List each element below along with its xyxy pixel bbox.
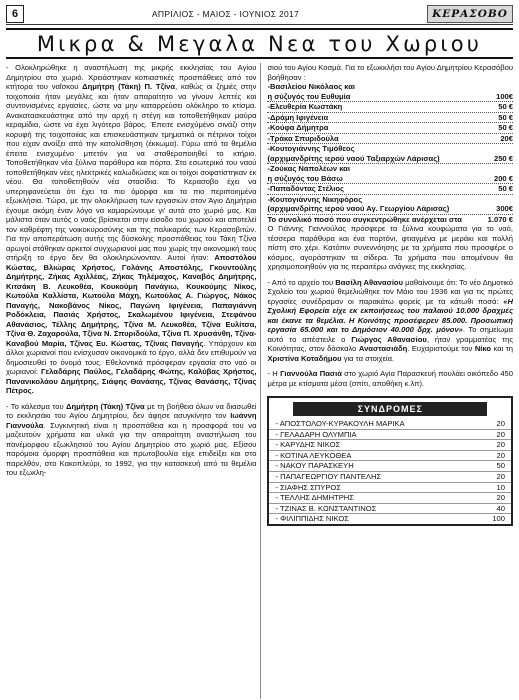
- subscriber-name: - ΑΠΟΣΤΟΛΟΥ-ΚΥΡΑΚΟΥΛΗ ΜΑΡΙΚΑ: [275, 419, 405, 428]
- donations-total: [267, 215, 513, 225]
- donor-name: -Κουτογιάννης Νικηφόρος: [267, 194, 363, 204]
- donation-amount: 50 €: [498, 184, 513, 193]
- subscription-amount: 20: [496, 440, 505, 450]
- subscription-amount: 20: [496, 493, 505, 503]
- donor-name: -Δράμη Ιφιγένεια: [267, 112, 329, 122]
- church-restoration-paragraph: [6, 63, 256, 396]
- donation-row: [267, 113, 513, 124]
- donation-amount: 20€: [500, 133, 513, 143]
- person-name: Γιαννούλα Πασιά: [280, 369, 342, 378]
- subscription-amount: 50: [496, 461, 505, 471]
- donor-name: -Ζούκας Ναπολέων και: [267, 164, 350, 173]
- subscriber-name: - ΓΕΛΑΔΑΡΗ ΟΛΥΜΠΙΑ: [275, 429, 357, 439]
- text-run: για τα στοιχεία.: [341, 353, 395, 363]
- donor-name: -Τράκα Σπυριδούλα: [267, 133, 339, 143]
- total-amount: 1.070 €: [487, 214, 513, 224]
- text-run: . Συγκινητική είναι η προσπάθεια και η προσφορά του να μαζευτούν χρήματα και υλικά για την απαραίτητη αναστήλωση του πανέμορφου εξωκλησιού του Αγίου Δημητρίου στο χωριό μας. Εξίσου παρόμοια όμορφη προσπάθεια και πρωτοβουλία είχε επιδείξει και στο παρελθόν, στο Κακοπλεύρι, το 1992, για την κατασκευή από τα θεμέλια του εξωκλη-: [6, 420, 257, 477]
- subscriber-name: - ΤΖΙΝΑΣ Β. ΚΩΝΣΤΑΝΤΙΝΟΣ: [275, 503, 377, 513]
- text-run: με τη βοήθεια όλων να διασωθεί το εκκλησάκι του Αγίου Δημητρίου, δεν άφησε ασυγκίνητο τον: [6, 401, 257, 420]
- total-label: Το συνολικό ποσό που συγκεντρώθηκε ανέρχεται στα: [267, 214, 462, 224]
- donor-detail: (αρχιμανδρίτης ιερού ναού Αγ. Γεωργίου Λάρισας): [267, 204, 450, 213]
- subscriptions-title: ΣΥΝΔΡΟΜΕΣ: [293, 402, 487, 416]
- donor-detail: (αρχιμανδρίτης ιερού ναού Ταξιαρχών Λάρισας): [267, 153, 440, 163]
- donor-name: -Παπαδόντας Στέλιος: [267, 184, 344, 193]
- donor-name: -Βασιλείου Νικόλαος και: [267, 82, 356, 91]
- donation-row: [267, 102, 513, 113]
- text-run: , ήταν γραμματέας της Κοινότητας, στον δάσκαλο: [267, 334, 513, 353]
- masthead-logo: ΚΕΡΑΣΟΒΟ: [427, 5, 513, 23]
- person-name: Δημήτρη (Τάκη) Π. Τζίνα: [82, 82, 176, 91]
- right-column: [261, 63, 513, 699]
- volunteers-list: Γελαδάρης Παύλος, Γελαδάρης Φώτης, Καλύβας Χρήστος, Πανανικολάου Δημήτρης, Σιάφης Θανάσης, Τζίνας Θανάσης, Τζίνας Πέτρος.: [6, 367, 257, 395]
- donation-amount: 50 €: [498, 112, 513, 122]
- text-run: και τη: [491, 344, 513, 353]
- person-name: Νίκο: [474, 344, 492, 353]
- person-name: Χριστίνα Κοταδήμου: [267, 353, 342, 363]
- subscriber-name: - ΤΕΛΛΗΣ ΔΗΜΗΤΡΗΣ: [275, 493, 354, 503]
- subscription-row: [269, 440, 511, 451]
- subscription-row: [269, 504, 511, 515]
- donation-amount: 300€: [496, 204, 513, 213]
- donor-name: -Κουτογιάννης Τιμόθεος: [267, 144, 355, 153]
- subscription-row: [269, 514, 511, 524]
- call-paragraph: [6, 402, 256, 478]
- donation-row: [267, 184, 513, 195]
- subscription-amount: 20: [496, 419, 505, 428]
- donation-row: [267, 92, 513, 103]
- donor-detail: η σύζυγός του Βάσω: [267, 173, 343, 183]
- school-history-paragraph: [267, 278, 513, 364]
- left-column: [6, 63, 261, 699]
- donation-amount: 100€: [496, 91, 513, 101]
- text-run: . Το σημείωμα αυτό το απέστειλε ο: [267, 325, 513, 344]
- article-columns: [6, 63, 513, 699]
- donor-name: -Κούφα Δήμητρα: [267, 123, 329, 132]
- donation-row: [267, 204, 513, 215]
- subscriber-name: - ΣΙΑΦΗΣ ΣΠΥΡΟΣ: [275, 482, 342, 492]
- text-run: . Ευχαριστούμε τον: [407, 344, 475, 353]
- subscriber-name: - ΠΑΠΑΓΕΩΡΓΙΟΥ ΠΑΝΤΕΛΗΣ: [275, 471, 382, 481]
- donation-row: [267, 154, 513, 165]
- subscription-row: [269, 483, 511, 494]
- quote-text: «Η Σχολική Εφορεία είχε εκ εκποιήσεως του παλαιού 10.000 δραχμές και έκανε τα θεμέλια. Η Κοινότης προσέφερεν 85.000. Προσωπική εργασία 65.000 και το Δημόσιον 40.000 δρχ. μόνον»: [267, 296, 513, 334]
- donations-list: [267, 82, 513, 215]
- subscription-amount: 10: [496, 482, 505, 492]
- subscriber-name: - ΚΟΤΙΝΑ ΛΕΥΚΟΘΕΑ: [275, 450, 352, 460]
- text-run: - Από το αρχείο του: [267, 277, 336, 287]
- donation-row: [267, 174, 513, 185]
- subscriptions-box: [267, 396, 513, 526]
- donation-row: [267, 134, 513, 145]
- text-run: - Ολοκληρώθηκε η αναστήλωση της μικρής εκκλησίας του Αγίου Δημητρίου στο χωριό. Χρειάστηκαν κοπιαστικές προσπάθειες από τον κτήτορα του ναΐσκου: [6, 63, 257, 91]
- subscription-amount: 20: [496, 450, 505, 460]
- land-sale-paragraph: [267, 369, 513, 388]
- subscription-row: [269, 451, 511, 462]
- subscription-row: [269, 493, 511, 504]
- subscription-row: [269, 461, 511, 472]
- text-run: μαθαίνουμε ότι: Το νέο Δημοτικό Σχολείο του χωριού θεμελιώθηκε τον Μάιο του 1936 και για τις πρώτες εργασίες συνέδραμαν οι παρακάτω φορείς με τα κάτωθι ποσά:: [267, 277, 513, 306]
- donation-amount: 50 €: [498, 102, 513, 111]
- windows-paragraph: Ο Γιάννης Γιαννούλας πρόσφερε τα ξύλινα κουφώματα για το ναό, τέσσερα παράθυρα και ένα πορτόνι, φτιαγμένα με μεράκι και πολλή πίστη στο χέρι. Κατόπιν συνεννόησης με τα χρήματα που προσφέρε ο κόσμος, αγοράστηκαν τα σίδερα. Τα χρήματα που απομένουν θα χρησιμοποιηθούν για τις περαιτέρω ανάγκες της εκκλησίας.: [267, 224, 513, 271]
- person-name: Δημήτρη (Τάκη) Τζίνα: [66, 401, 145, 411]
- section-title: Μικρα & Μεγαλα Νεα του Χωριου: [36, 31, 483, 56]
- text-run: - Το κάλεσμα του: [6, 401, 66, 411]
- subscriber-name: - ΚΑΡΥΔΗΣ ΝΙΚΟΣ: [275, 440, 341, 450]
- text-run: , καθώς οι ζημιές στην τοιχοποιία ήταν μεγάλες και ήταν απαραίτητο να γίνουν λεπτές και συντονισμένες εργασίες, ώστε να μην καταρρεύσει ολόκληρο το κτίσμα. Ανακατασκευάστηκε από την αρχή η στέγη και τοποθετήθηκαν μαύρα κεραμίδια, ώστε να έχει λιγότερο βάρος. Έπειτε ενισχύμένο σινάζι στην κορυφή της τοιχοποιίας και επισκευάστηκαν τμηματικά οι πέτρινοι τοίχοι που είχαν ανοίξει από την κατολίσθηση (έκκωμα). Γύρω από τα θεμέλια έπειτα ενισχυμένο μπετόν για να σταθεροποιηθεί το κτήριο. Τοποθετήθηκαν νέα ξύλινα παράθυρα και πόρτα. Στο εσωτερικό του ναού τοποθετήθηκαν νέες ηλεκτρικές καλωδιώσεις και οι τοίχοι σοφατίστηκαν εκ νέου. Θα τοποθετηθούν νέα στασίδια. Το Κερασοβο έχει να υπερηφανεύεται ότι έχει τα πιο όμορφα και τα πιο περιποιημένα εξωκλήσια. Τώρα, με την ολοκλήρωση των εργασιών στον Άγιο Δημήτριο έγουμε ακόμη έναν λόγο να καμαρώνουμε γι' αυτά στο χωριό μας. Και μάλιστα όταν αυτός ο ναός βρίσκεται στην είσοδο του χωριού και αποτελεί τον καθρέφτη της νοικοκυροσύνης και της παλικαριάς των Κερασοβιτών. Για την αποπεράτωση αυτής της δύσκολης προσπάθειας του Τάκη Τζίνα αρωγοί στάθηκαν αρκετοί συγχωριανοί μας που χωρίς την οικονομική τους στήριξη το έργο δεν θα ολοκληρώνονταν. Αυτοί ήταν:: [6, 82, 257, 262]
- section-title-banner: [6, 28, 513, 59]
- supporters-list: Αποστόλου Κώστας, Βλιώρας Χρήστος, Γολάνης Αποστόλης, Γκουντούλης Δημήτρης, Ζήκας Αχιλλέας, Ζήκας Τηλέμαχος, Καναβός Δημήτρης, Κιτσάκη Β. Λευκοθέα, Κουκούμη Πανάγιω, Κουκούμης Νίκος, Κωτούλα Καλλίστα, Κωτούλα Μάχη, Κωτούλας Α. Γιώργος, Νάκος Παναγής, Νακοβάνος Νίκος, Παγώνη Ιφιγένεια, Παπαγιάννη Ροδόκλεια, Πασιάς Χρήστος, Σκαλωμένου Ιφιγένεια, Στεφάνου Αθανάσιος, Τέλλης Δημήτρης, Τζίνα Μ. Λευκοθέα, Τζίνα Ευλίτσα, Τζίνα Θ. Ζαχαρούλα, Τζίνα Ν. Σπυριδούλα, Τζίνα Π. Χρυσάνθη, Τζίνα-Καναβού Μαρία, Τζίνας Ευ. Κώστας, Τζίνας Παναγής: [6, 253, 257, 348]
- donation-amount: 50 €: [498, 123, 513, 132]
- donation-row: [267, 123, 513, 134]
- subscriber-name: - ΝΑΚΟΥ ΠΑΡΑΣΚΕΥΗ: [275, 461, 354, 471]
- donation-amount: 250 €: [493, 153, 513, 163]
- subscription-amount: 20: [496, 429, 505, 439]
- subscriber-name: - ΦΙΛΙΠΠΙΔΗΣ ΝΙΚΟΣ: [275, 514, 349, 524]
- text-run: . Υπάρχουν και άλλοι χωριανοί που ενίσχυσαν οικονομικά το έργο, αλλά δεν επιθυμούν να δημοσιευθεί το όνομά τους. Εθελοντικά πρόσφεραν εργασία στο ναό οι χωριανοί:: [6, 338, 257, 376]
- subscription-amount: 20: [496, 471, 505, 481]
- subscription-amount: 40: [496, 503, 505, 513]
- person-name: Γιώργος Αθανασίου: [351, 334, 427, 344]
- subscription-row: [269, 419, 511, 430]
- issue-date: ΑΠΡΙΛΙΟΣ - ΜΑΙΟΣ - ΙΟΥΝΙΟΣ 2017: [151, 9, 300, 19]
- person-name: Βασίλη Αθανασίου: [335, 277, 403, 287]
- page-header: [6, 4, 513, 25]
- subscriptions-list: [269, 419, 511, 524]
- text-run: στο χωριό Αγία Παρασκευή πουλάει οικόπεδο 450 μέτρα με κτίσματα μέσα (σπίτι, αποθήκη κ.λπ).: [267, 369, 513, 388]
- page-number: 6: [6, 5, 24, 23]
- text-run: - Η: [267, 369, 281, 378]
- person-name: Αναστασιάδη: [358, 344, 408, 353]
- person-name: Ιωάννη Γιαννούλα: [6, 411, 257, 430]
- subscription-amount: 100: [492, 514, 505, 524]
- donation-amount: 200 €: [493, 173, 513, 183]
- donor-name: -Ελευθερία Κωστάκη: [267, 102, 343, 111]
- donations-intro: σιού του Αγίου Κοσμά. Για το εξωκκλήσι του Αγίου Δημητρίου Κερασόβου βοήθησαν :: [267, 63, 513, 82]
- donor-detail: η σύζυγός του Ευθυμία: [267, 91, 351, 101]
- subscription-row: [269, 430, 511, 441]
- subscription-row: [269, 472, 511, 483]
